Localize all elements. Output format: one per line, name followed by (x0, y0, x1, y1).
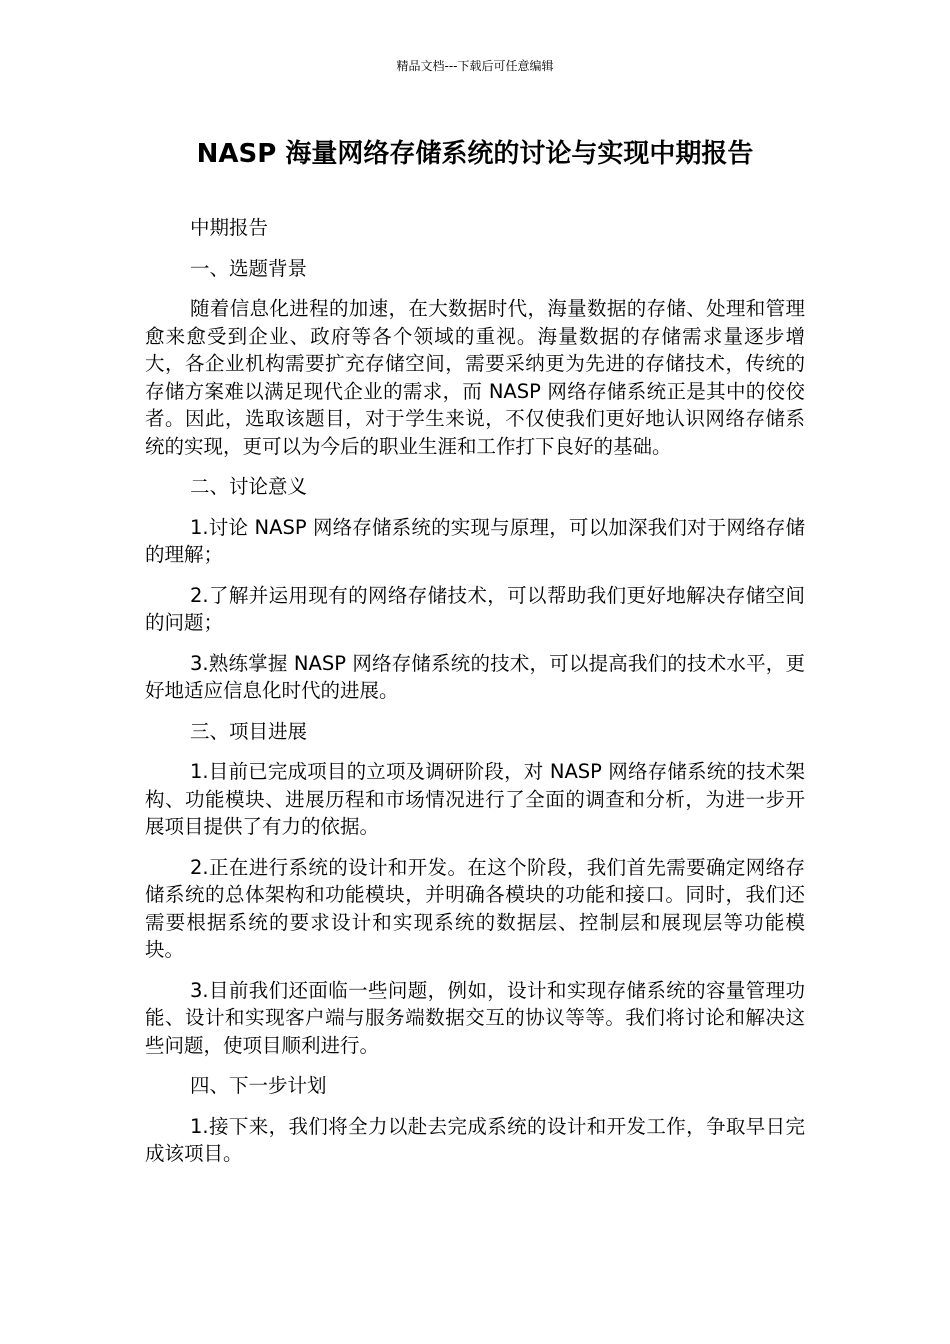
section-heading-background: 一、选题背景 (190, 256, 308, 280)
progress-item: 2.正在进行系统的设计和开发。在这个阶段，我们首先需要确定网络存储系统的总体架构和功能模块，并明确各模块的功能和接口。同时，我们还需要根据系统的要求设计和实现系统的数据层、控制层和展现层等功能模块。 (145, 855, 805, 961)
significance-item: 2.了解并运用现有的网络存储技术，可以帮助我们更好地解决存储空间的问题； (145, 583, 805, 634)
background-paragraph: 随着信息化进程的加速，在大数据时代，海量数据的存储、处理和管理愈来愈受到企业、政府等各个领域的重视。海量数据的存储需求量逐步增大，各企业机构需要扩充存储空间，需要采纳更为先进的存储技术，传统的存储方案难以满足现代企业的需求，而 NASP 网络存储系统正是其中的佼佼者。因此，选取该题目，对于学生来说，不仅使我们更好地认识网络存储系统的实现，更可以为今后的职业生涯和工作打下良好的基础。 (145, 297, 805, 458)
document-body (145, 214, 805, 1181)
progress-item: 3.目前我们还面临一些问题，例如，设计和实现存储系统的容量管理功能、设计和实现客户端与服务端数据交互的协议等等。我们将讨论和解决这些问题，使项目顺利进行。 (145, 978, 805, 1057)
section-heading-plan: 四、下一步计划 (190, 1074, 327, 1097)
document-title: NASP 海量网络存储系统的讨论与实现中期报告 (196, 139, 754, 169)
section-heading-significance: 二、讨论意义 (190, 475, 308, 498)
plan-item: 1.接下来，我们将全力以赴去完成系统的设计和开发工作，争取早日完成该项目。 (145, 1114, 805, 1165)
report-label: 中期报告 (190, 216, 269, 239)
significance-item: 3.熟练掌握 NASP 网络存储系统的技术，可以提高我们的技术水平，更好地适应信息化时代的进展。 (145, 651, 805, 702)
progress-item: 1.目前已完成项目的立项及调研阶段，对 NASP 网络存储系统的技术架构、功能模块、进展历程和市场情况进行了全面的调查和分析，为进一步开展项目提供了有力的依据。 (145, 760, 805, 838)
header-note: 精品文档---下载后可任意编辑 (396, 59, 554, 73)
significance-item: 1.讨论 NASP 网络存储系统的实现与原理，可以加深我们对于网络存储的理解； (145, 515, 805, 566)
section-heading-progress: 三、项目进展 (190, 719, 308, 743)
